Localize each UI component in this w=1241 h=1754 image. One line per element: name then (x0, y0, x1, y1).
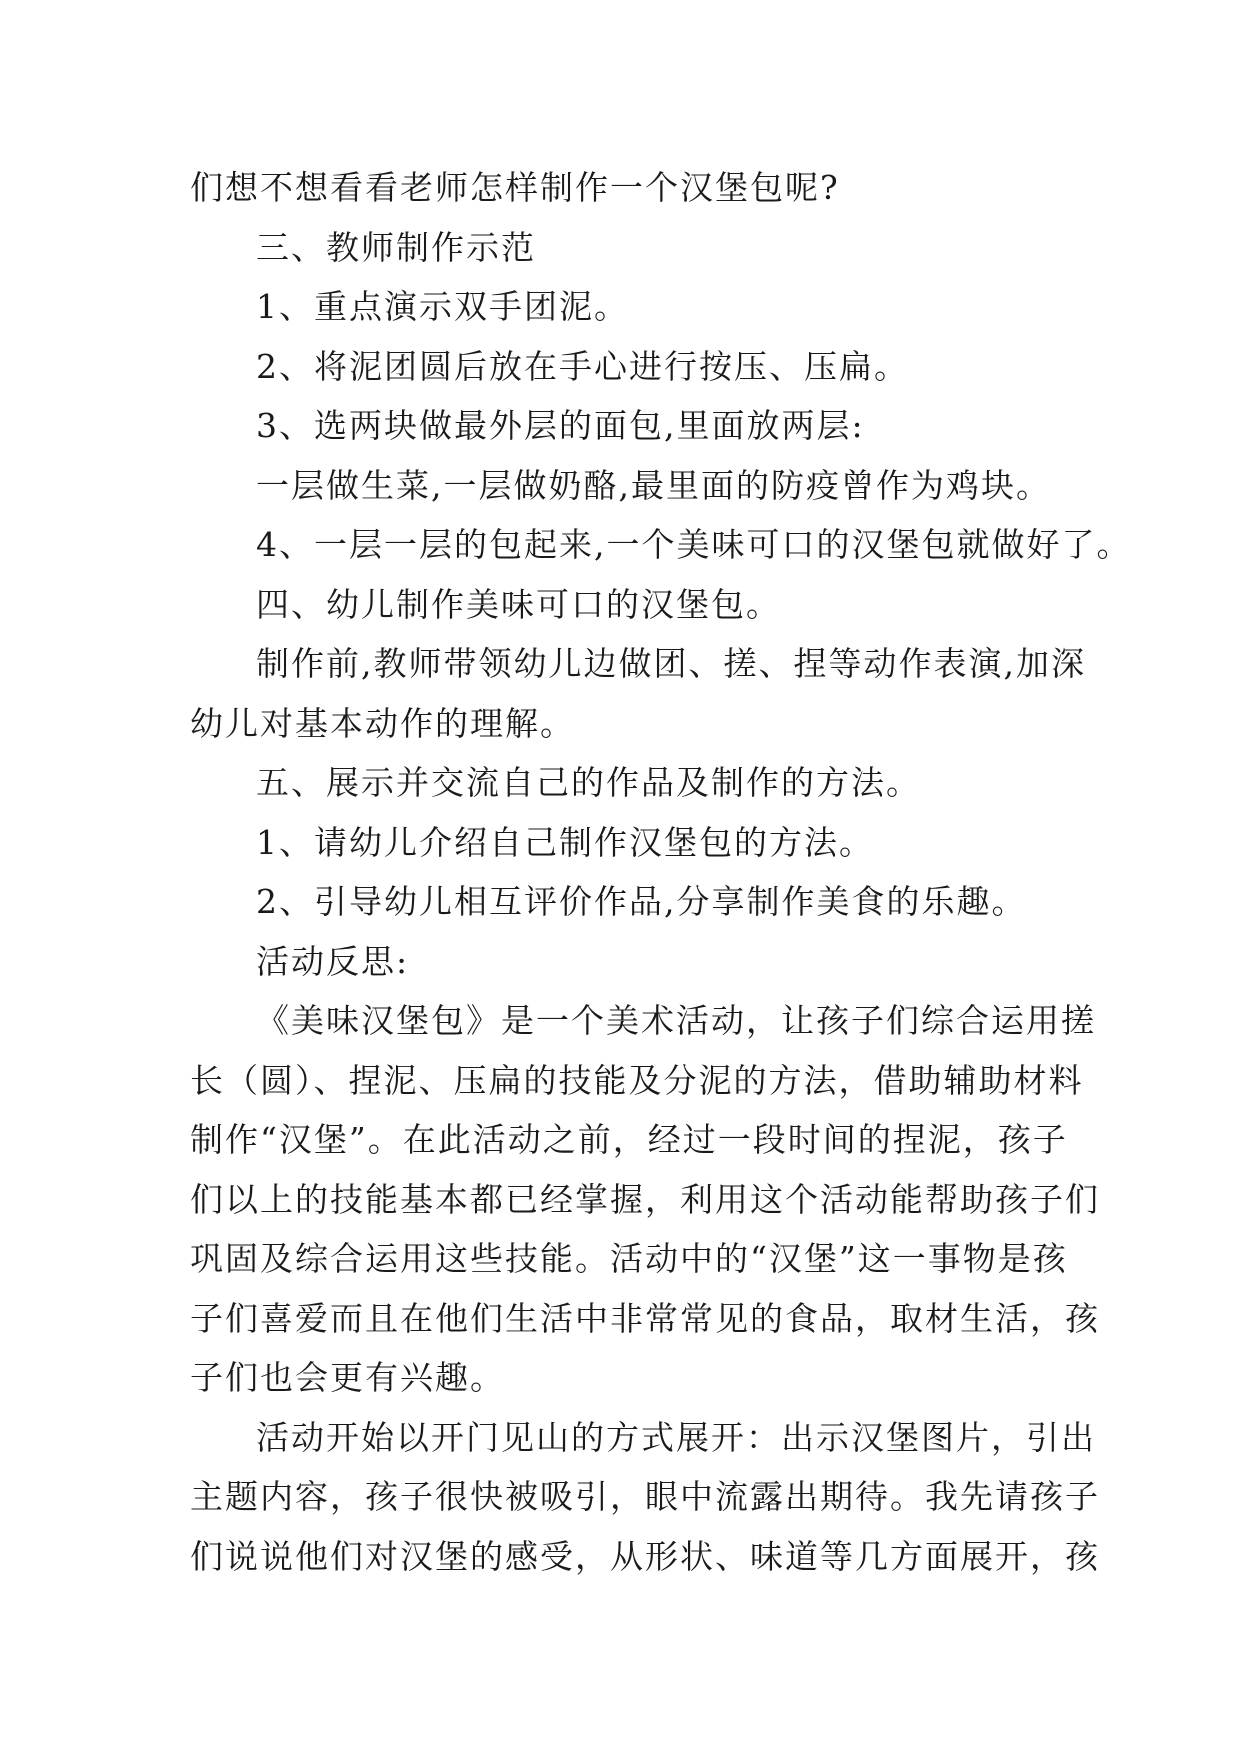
section-heading: 五、展示并交流自己的作品及制作的方法。 (256, 763, 921, 802)
text-line: 们以上的技能基本都已经掌握，利用这个活动能帮助孩子们 (190, 1179, 1100, 1219)
text-line: 们说说他们对汉堡的感受，从形状、味道等几方面展开，孩 (190, 1536, 1100, 1576)
section-heading: 活动反思: (256, 941, 410, 981)
text-line: 子们也会更有兴趣。 (190, 1358, 505, 1397)
section-heading: 四、幼儿制作美味可口的汉堡包。 (256, 584, 781, 624)
text-line: 4、一层一层的包起来,一个美味可口的汉堡包就做好了。 (256, 525, 1132, 564)
text-line: 活动开始以开门见山的方式展开：出示汉堡图片，引出 (256, 1417, 1096, 1457)
text-line: 1、重点演示双手团泥。 (256, 287, 629, 326)
text-line: 巩固及综合运用这些技能。活动中的“汉堡”这一事物是孩 (190, 1239, 1068, 1278)
text-line: 1、请幼儿介绍自己制作汉堡包的方法。 (256, 822, 874, 862)
text-line: 3、选两块做最外层的面包,里面放两层: (256, 406, 865, 445)
text-line: 们想不想看看老师怎样制作一个汉堡包呢? (190, 168, 840, 207)
text-line: 一层做生菜,一层做奶酪,最里面的防疫曾作为鸡块。 (256, 465, 1051, 505)
text-line: 主题内容，孩子很快被吸引，眼中流露出期待。我先请孩子 (190, 1477, 1100, 1516)
text-line: 长（圆）、捏泥、压扁的技能及分泥的方法，借助辅助材料 (190, 1060, 1084, 1100)
text-line: 《美味汉堡包》是一个美术活动，让孩子们综合运用搓 (256, 1001, 1096, 1040)
document-body (190, 158, 1132, 1586)
text-line: 子们喜爱而且在他们生活中非常常见的食品，取材生活，孩 (190, 1298, 1100, 1338)
text-line: 制作“汉堡”。在此活动之前，经过一段时间的捏泥，孩子 (190, 1120, 1068, 1159)
text-line: 2、引导幼儿相互评价作品,分享制作美食的乐趣。 (256, 882, 1027, 921)
text-line: 幼儿对基本动作的理解。 (190, 703, 575, 743)
text-line: 2、将泥团圆后放在手心进行按压、压扁。 (256, 346, 909, 386)
text-line: 制作前,教师带领幼儿边做团、搓、捏等动作表演,加深 (256, 644, 1086, 683)
section-heading: 三、教师制作示范 (256, 227, 536, 267)
